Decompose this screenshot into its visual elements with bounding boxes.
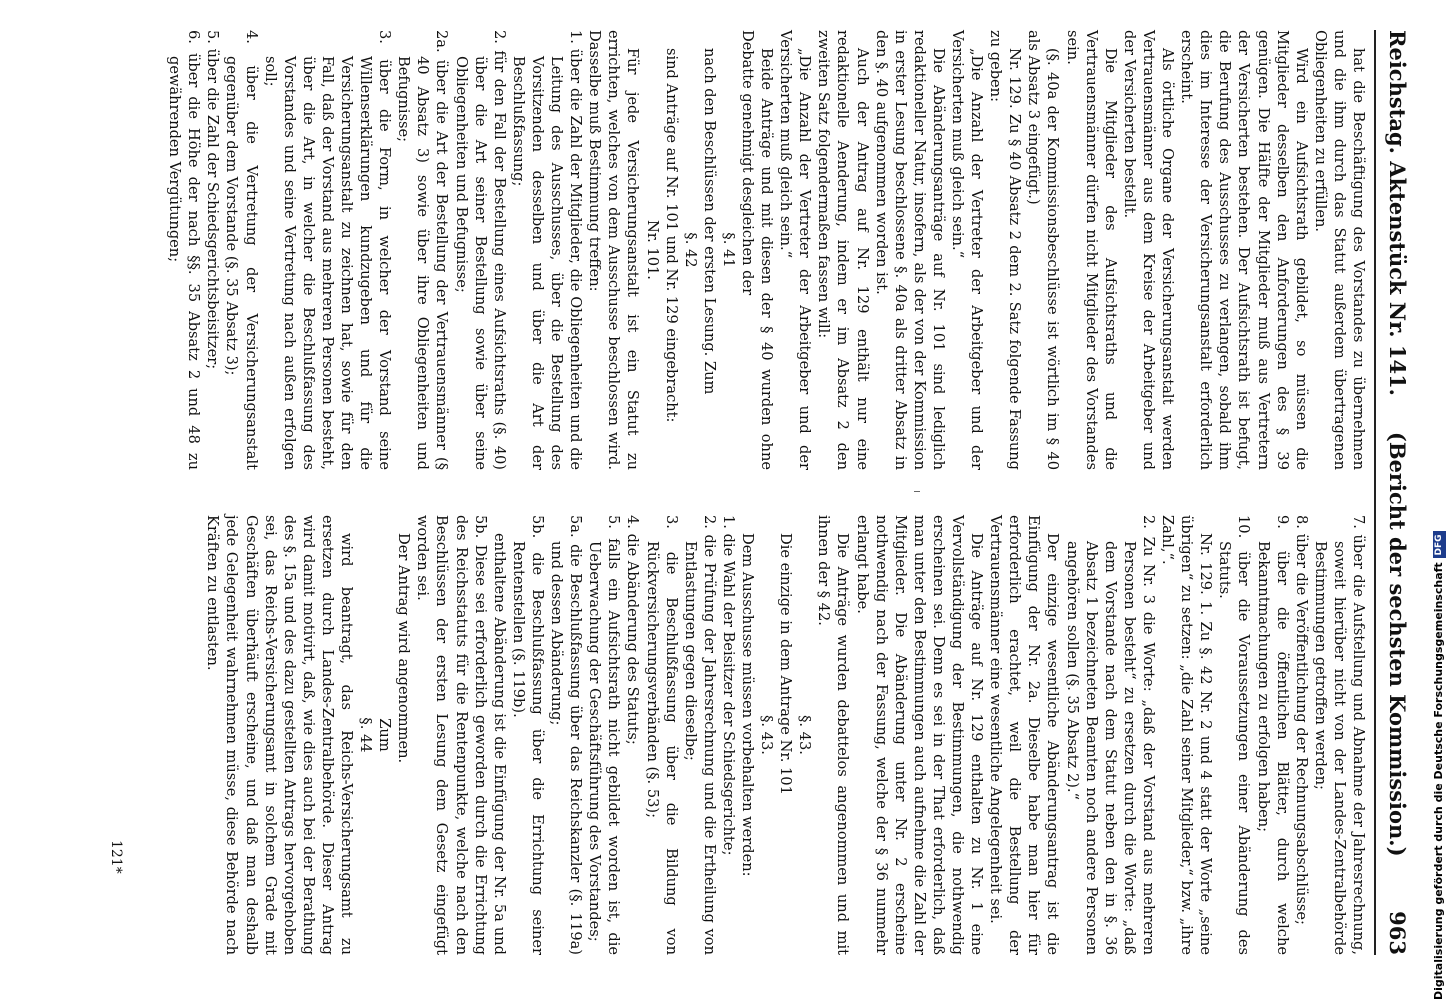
paragraph: 2. die Prüfung der Jahresrechnung und die Ertheilung von Entlastungen gegen dieselbe; xyxy=(681,515,718,955)
paragraph: Die einzige in dem Antrage Nr. 101 xyxy=(777,533,795,795)
paragraph: 10. über die Voraussetzungen einer Abänderung des Statuts. xyxy=(1216,515,1253,955)
paragraph: 5b. die Beschlußfassung über die Errichtung seiner Rentenstellen (§. 119b). xyxy=(509,515,546,955)
header-subtitle: (Bericht der sechsten Kommission.) xyxy=(1385,431,1410,857)
paragraph: Als örtliche Organe der Versicherungsanstalt werden Vertrauensmänner aus dem Kreise der Arbeitgeber und der Versicherten bestellt. xyxy=(1120,30,1177,470)
paragraph: wird beantragt, das Reichs-Versicherungsamt zu ersetzen durch Landes-Zentralbehörde. Dieser Antrag wird damit motivirt, daß, wie dies auch bei der Berathung des §. 15a und des dazu gestellten Antrags hervorgehoben sei, das Reichs-Versicherungsamt in solchem Grade mit Geschäften überhäuft erscheine, und daß man deshalb jede Gelegenheit wahrnehmen müsse, diese Behörde nach Kräften zu entlasten. xyxy=(204,515,356,955)
paragraph: 2a. über die Art der Bestellung der Vertrauensmänner (§ 40 Absatz 3) sowie über ihre Obliegenheiten und Befugnisse; xyxy=(395,30,451,470)
paragraph: §. 43. xyxy=(796,715,814,755)
paragraph: 8. über die Veröffentlichung der Rechnungsabschlüsse; xyxy=(1292,515,1310,925)
paragraph: „Die Anzahl der Vertreter der Arbeitgeber und der Versicherten muß gleich sein.“ xyxy=(949,30,986,470)
paragraph: 9. über die öffentlichen Blätter, durch welche Bekanntmachungen zu erfolgen haben; xyxy=(1254,515,1291,955)
paragraph: Der einzige wesentliche Abänderungsantrag ist die Einfügung der Nr. 2a. Dieselbe habe man hier für erforderlich erachtet, weil die Bestellung der Vertrauensmänner eine wesentliche Angelegenheit sei. xyxy=(987,515,1062,955)
footer-mark: 121* xyxy=(108,840,124,874)
paragraph: §. 44 xyxy=(357,717,375,753)
paragraph: 5a. die Beschlußfassung über das Reichskanzler (§. 119a) und dessen Abänderung; xyxy=(548,515,585,955)
paragraph: Nr. 129. 1. Zu §. 42 Nr. 2 und 4 statt der Worte „seine übrigen“ zu setzen: „die Zahl seiner Mitglieder,“ bzw. „ihre Zahl,“. xyxy=(1159,515,1215,955)
paragraph: 2. für den Fall der Bestellung eines Aufsichtsraths (§. 40) über die Art seiner Bestellung sowie über seine Obliegenheiten und Befugnisse; xyxy=(452,30,508,470)
dfg-logo: DFG xyxy=(1433,531,1446,558)
paragraph: nach den Beschlüssen der ersten Lesung. Zum xyxy=(700,48,718,395)
paragraph: Die Abänderungsanträge auf Nr. 101 sind lediglich redaktioneller Natur, insofern, als der von der Kommission in erster Lesung beschlossene §. 40a als dritter Absatz in den §. 40 aufgenommen worden ist. xyxy=(872,30,947,470)
paragraph: 3. die Beschlußfassung über die Bildung von Rückversicherungsverbänden (§. 53); xyxy=(643,515,680,955)
paragraph: Zum xyxy=(376,718,394,752)
paragraph: §. 43. xyxy=(758,715,776,755)
paragraph: Die Mitglieder des Aufsichtsraths und die Vertrauensmänner dürfen nicht Mitglieder des Vorstandes sein. xyxy=(1063,30,1119,470)
paragraph: Dem Ausschusse müssen vorbehalten werden: xyxy=(739,533,756,877)
paragraph: Beide Anträge und mit diesen der § 40 wurden ohne Debatte genehmigt desgleichen der xyxy=(739,30,776,470)
paragraph: Nr. 101. xyxy=(643,220,661,280)
paragraph: Für jede Versicherungsanstalt ist ein Statut zu errichten, welches von dem Ausschusse beschlossen wird. Dasselbe muß Bestimmung treffen: xyxy=(586,30,642,470)
paragraph: 3. über die Form, in welcher der Vorstand seine Willenserklärungen kundzugeben und für die Versicherungsanstalt zu zeichnen hat, sowie für den Fall, daß der Vorstand aus mehreren Personen besteht, über die Art, in welcher die Beschlußfassung des Vorstandes und seine Vertretung nach außen erfolgen soll; xyxy=(261,30,394,470)
paragraph: „Die Anzahl der Vertreter der Arbeitgeber und der Versicherten muß gleich sein.“ xyxy=(777,30,814,470)
text-column-left xyxy=(102,30,1368,470)
paragraph: Auch der Antrag auf Nr. 129 enthält nur eine redaktionelle Aenderung, indem er im Absatz 2 den zweiten Satz folgendermaßen fassen will: xyxy=(815,30,871,470)
paragraph: sind Anträge auf Nr. 101 und Nr. 129 eingebracht: xyxy=(662,48,680,423)
paragraph: 6. über die Höhe der nach §§. 35 Absatz 2 und 48 zu gewährenden Vergütungen; xyxy=(166,30,203,470)
paragraph: §. 41 xyxy=(719,232,737,268)
header-section xyxy=(1385,432,1410,955)
header-title: Reichstag. Aktenstück Nr. 141. xyxy=(1385,30,1410,396)
paragraph: Wird ein Aufsichtsrath gebildet, so müssen die Mitglieder desselben den Anforderungen des § 39 genügen. Die Hälfte der Mitglieder muß aus Vertretern der Versicherten bestehen. Der Aufsichtsrath ist befugt, die Berufung des Ausschusses zu verlangen, sobald ihm dies im Interesse der Versicherungsanstalt erforderlich erscheint. xyxy=(1178,30,1310,470)
column-divider xyxy=(914,491,920,492)
paragraph: 4. über die Vertretung der Versicherungsanstalt gegenüber dem Vorstande (§. 35 Absatz 3); xyxy=(223,30,260,470)
running-header xyxy=(1376,30,1416,955)
page-number: 963 xyxy=(1385,911,1410,955)
paragraph: (§. 40a der Kommissionsbeschlüsse ist wörtlich im § 40 als Absatz 3 eingefügt.) xyxy=(1025,30,1062,470)
paragraph: Der Antrag wird angenommen. xyxy=(395,533,413,764)
header-rule xyxy=(1374,30,1376,955)
paragraph: Die Anträge auf Nr. 129 enthalten zu Nr. 1 eine Vervollständigung der Bestimmungen, die nothwendig erscheinen sei. Denn es sei in der That erforderlich, daß man unter den Bestimmungen auch aufnehme die Zahl der Mitglieder. Die Abänderung unter Nr. 2 erscheine nothwendig nach der Fassung, welche der § 36 nunmehr erlangt habe. xyxy=(853,515,986,955)
paragraph: 1. die Wahl der Beisitzer der Schiedsgerichte; xyxy=(719,515,737,856)
page-content xyxy=(75,0,1420,985)
paragraph: 5. über die Zahl der Schiedsgerichtsbeisitzer; xyxy=(204,30,222,370)
paragraph: §. 42 xyxy=(681,232,699,268)
paragraph: 4. die Abänderung des Statuts; xyxy=(624,515,642,745)
text-column-right xyxy=(102,515,1368,955)
paragraph: enthaltene Abänderung ist die Einfügung der Nr. 5a und 5b. Diese sei erforderlich geworden durch die Errichtung des Reichsstatuts für die Rentenpunkte, welche nach den Beschlüssen der ersten Lesung dem Gesetz eingefügt worden sei. xyxy=(414,515,508,955)
paragraph: 5. falls ein Aufsichtsrath nicht gebildet worden ist, die Ueberwachung der Geschäftsführung des Vorstandes; xyxy=(586,515,623,955)
paragraph: Nr. 129. Zu § 40 Absatz 2 dem 2. Satz folgende Fassung zu geben: xyxy=(987,30,1024,470)
paragraph: 2. Zu Nr. 3 die Worte: „daß der Vorstand aus mehreren Personen besteht“ zu ersetzen durch die Worte: „daß dem Vorstande nach dem Statut neben den in §. 36 Absatz 1 bezeichneten Beamten noch andere Personen angehören sollen (§. 35 Absatz 2).“ xyxy=(1063,515,1157,955)
digitization-credit xyxy=(1430,0,1448,1000)
credit-text: Digitalisierung gefördert durch die Deutsche Forschungsgemeinschaft xyxy=(1432,562,1445,1000)
paragraph: 1. über die Zahl der Mitglieder, die Obliegenheiten und die Leitung des Ausschusses, über die Bestellung des Vorsitzenden desselben und über die Art der Beschlußfassung; xyxy=(509,30,585,470)
paragraph: hat die Beschäftigung des Vorstandes zu übernehmen und die ihm durch das Statut außerdem übertragenen Obliegenheiten zu erfüllen. xyxy=(1311,30,1367,470)
paragraph: Die Anträge wurden debattelos angenommen und mit ihnen der § 42. xyxy=(815,515,852,955)
paragraph: 7. über die Aufstellung und Abnahme der Jahresrechnung, soweit hierüber nicht von der Landes-Zentralbehörde Bestimmungen getroffen werden; xyxy=(1311,515,1367,955)
